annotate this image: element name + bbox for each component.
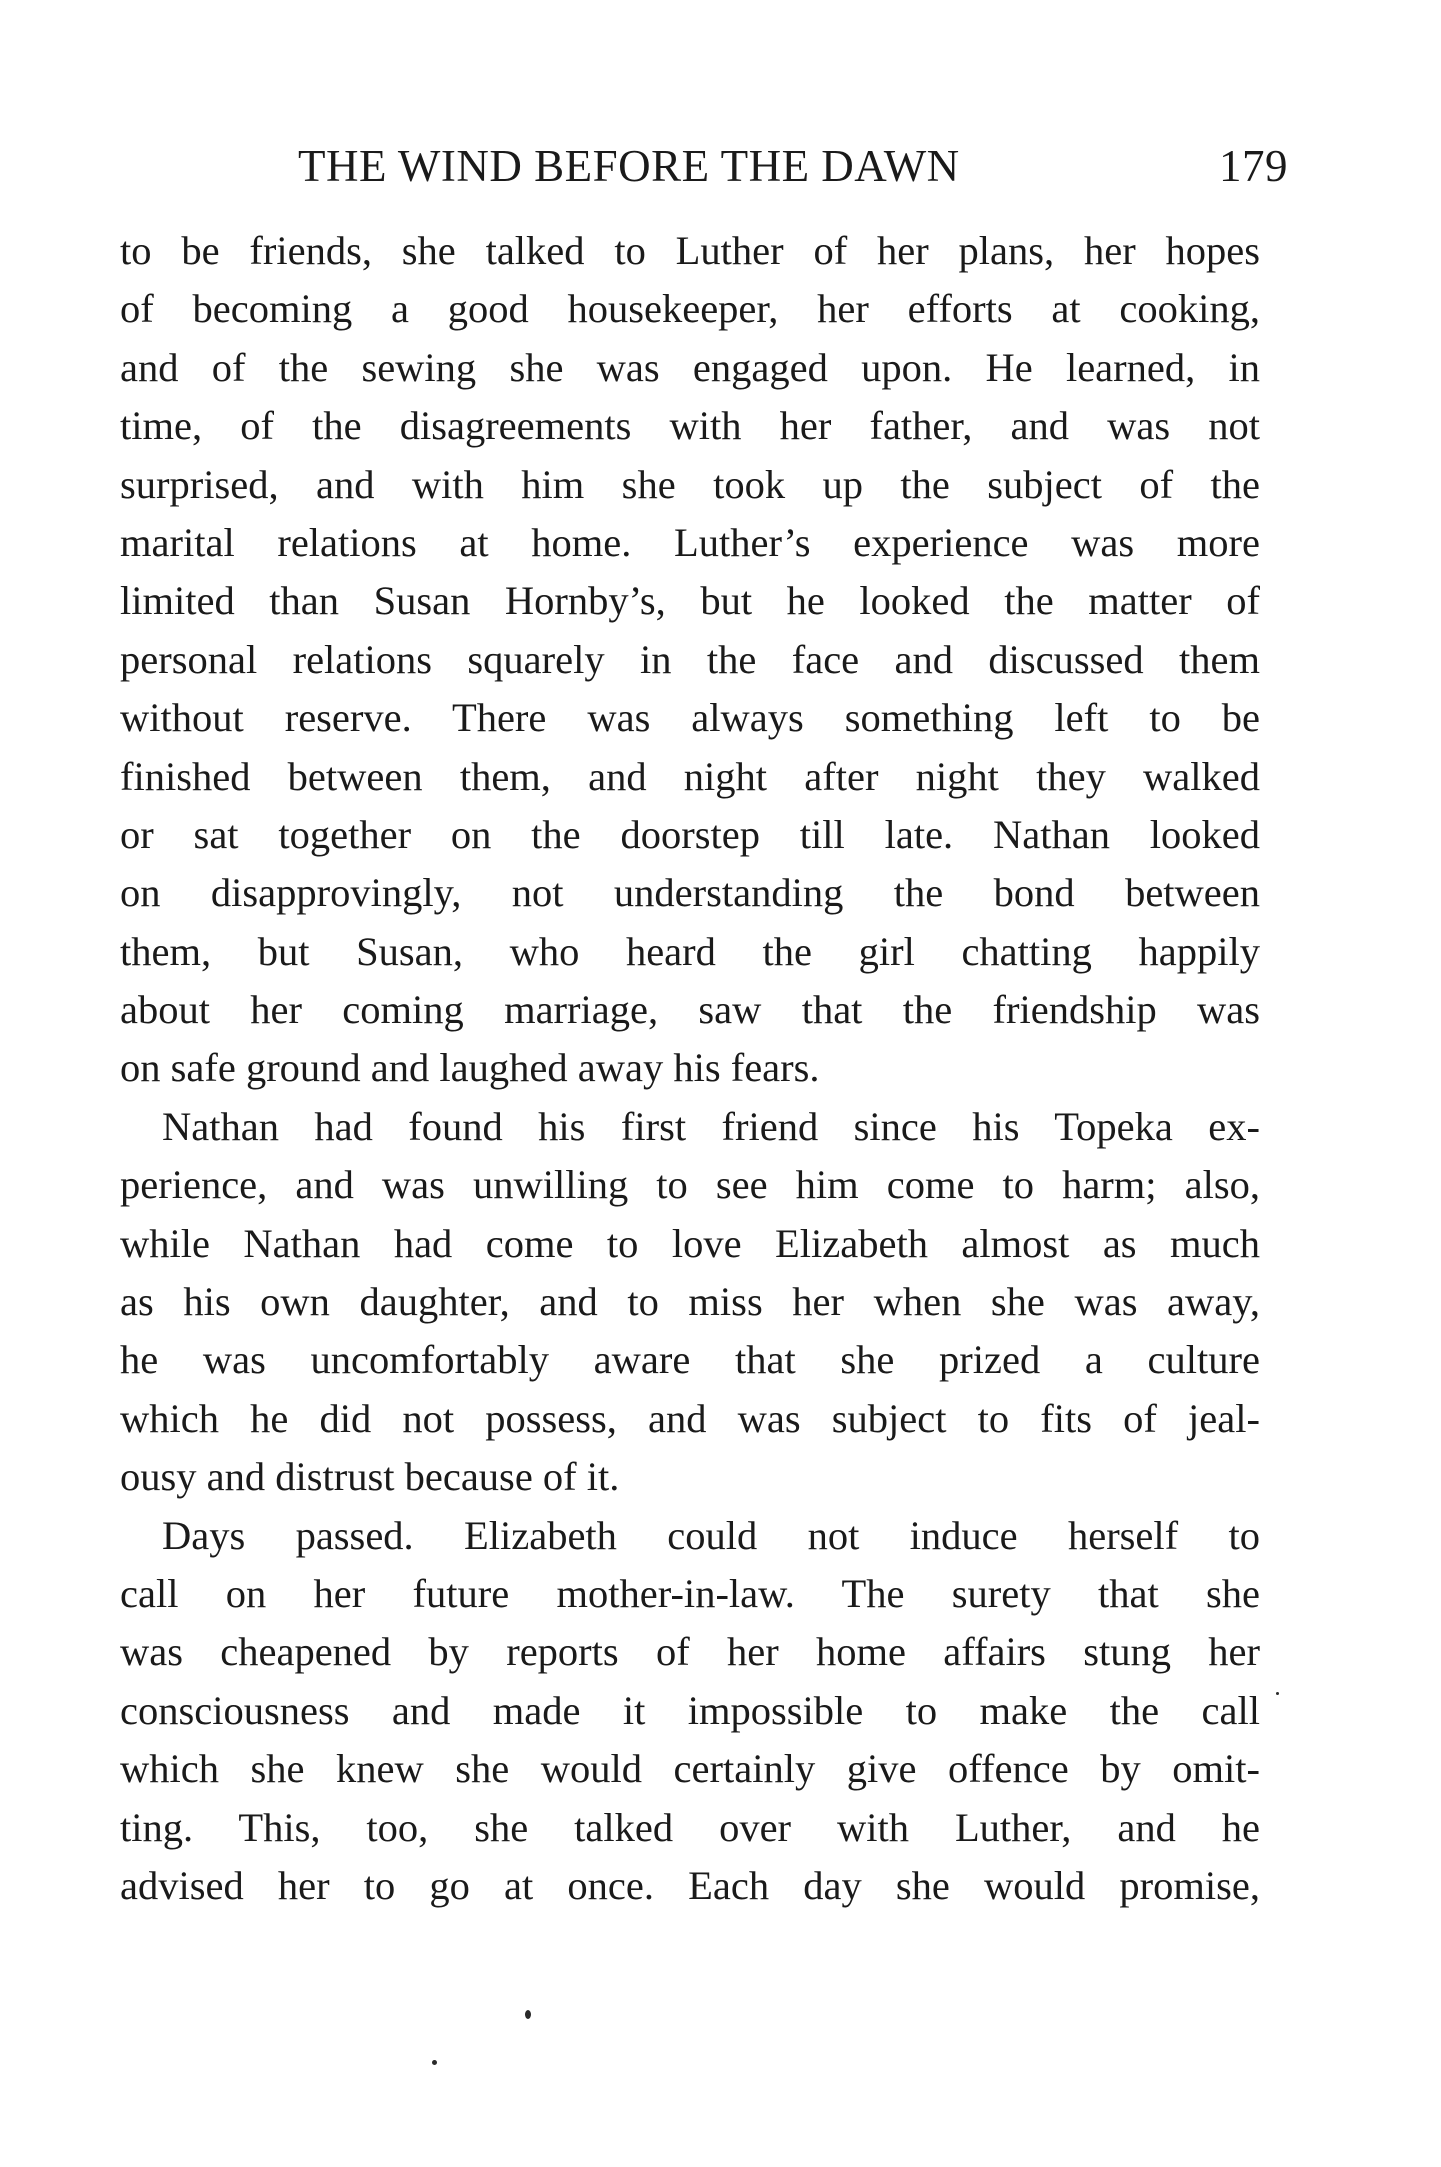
text-line: personal relations squarely in the face and discussed them [120,636,1260,682]
text-line: about her coming marriage, saw that the friendship was [120,987,1260,1033]
text-line: ting. This, too, she talked over with Luther, and he [120,1804,1260,1850]
text-line: limited than Susan Hornby’s, but he looked the matter of [120,578,1260,624]
text-line: them, but Susan, who heard the girl chatting happily [120,928,1260,974]
running-title: THE WIND BEFORE THE DAWN [298,141,960,191]
text-line: which she knew she would certainly give offence by omit- [120,1746,1260,1792]
ink-speck [1276,1692,1279,1695]
text-line: on disapprovingly, not understanding the bond between [120,870,1260,916]
text-line: call on her future mother-in-law. The surety that she [120,1570,1260,1616]
text-line: to be friends, she talked to Luther of her plans, her hopes [120,228,1260,273]
text-line: without reserve. There was always something left to be [120,695,1260,741]
text-line: marital relations at home. Luther’s experience was more [120,519,1260,565]
text-line: and of the sewing she was engaged upon. He learned, in [120,344,1260,390]
text-line: which he did not possess, and was subject to fits of jeal- [120,1395,1260,1441]
text-line: was cheapened by reports of her home affairs stung her [120,1629,1260,1675]
body-text [120,222,1260,1915]
text-line: or sat together on the doorstep till late. Nathan looked [120,811,1260,857]
text-line: time, of the disagreements with her father, and was not [120,403,1260,449]
text-line: ousy and distrust because of it. [120,1454,620,1500]
text-line: finished between them, and night after night they walked [120,753,1260,799]
paragraph [120,1098,1260,1507]
text-line: Days passed. Elizabeth could not induce herself to [162,1512,1260,1558]
text-line: perience, and was unwilling to see him come to harm; also, [120,1162,1260,1208]
text-line: consciousness and made it impossible to make the call [120,1687,1260,1733]
text-line: while Nathan had come to love Elizabeth almost as much [120,1220,1260,1266]
ink-speck [525,2010,531,2019]
ink-speck [432,2060,437,2065]
paragraph [120,222,1260,1098]
text-line: on safe ground and laughed away his fears. [120,1045,820,1091]
text-line: surprised, and with him she took up the subject of the [120,461,1260,507]
text-line: of becoming a good housekeeper, her efforts at cooking, [120,286,1260,332]
paragraph [120,1507,1260,1916]
page-number: 179 [1219,141,1288,191]
text-line: as his own daughter, and to miss her when she was away, [120,1279,1260,1325]
text-line: Nathan had found his first friend since his Topeka ex- [162,1103,1260,1149]
running-head [298,138,1288,194]
text-line: he was uncomfortably aware that she prized a culture [120,1337,1260,1383]
text-line: advised her to go at once. Each day she would promise, [120,1862,1260,1908]
